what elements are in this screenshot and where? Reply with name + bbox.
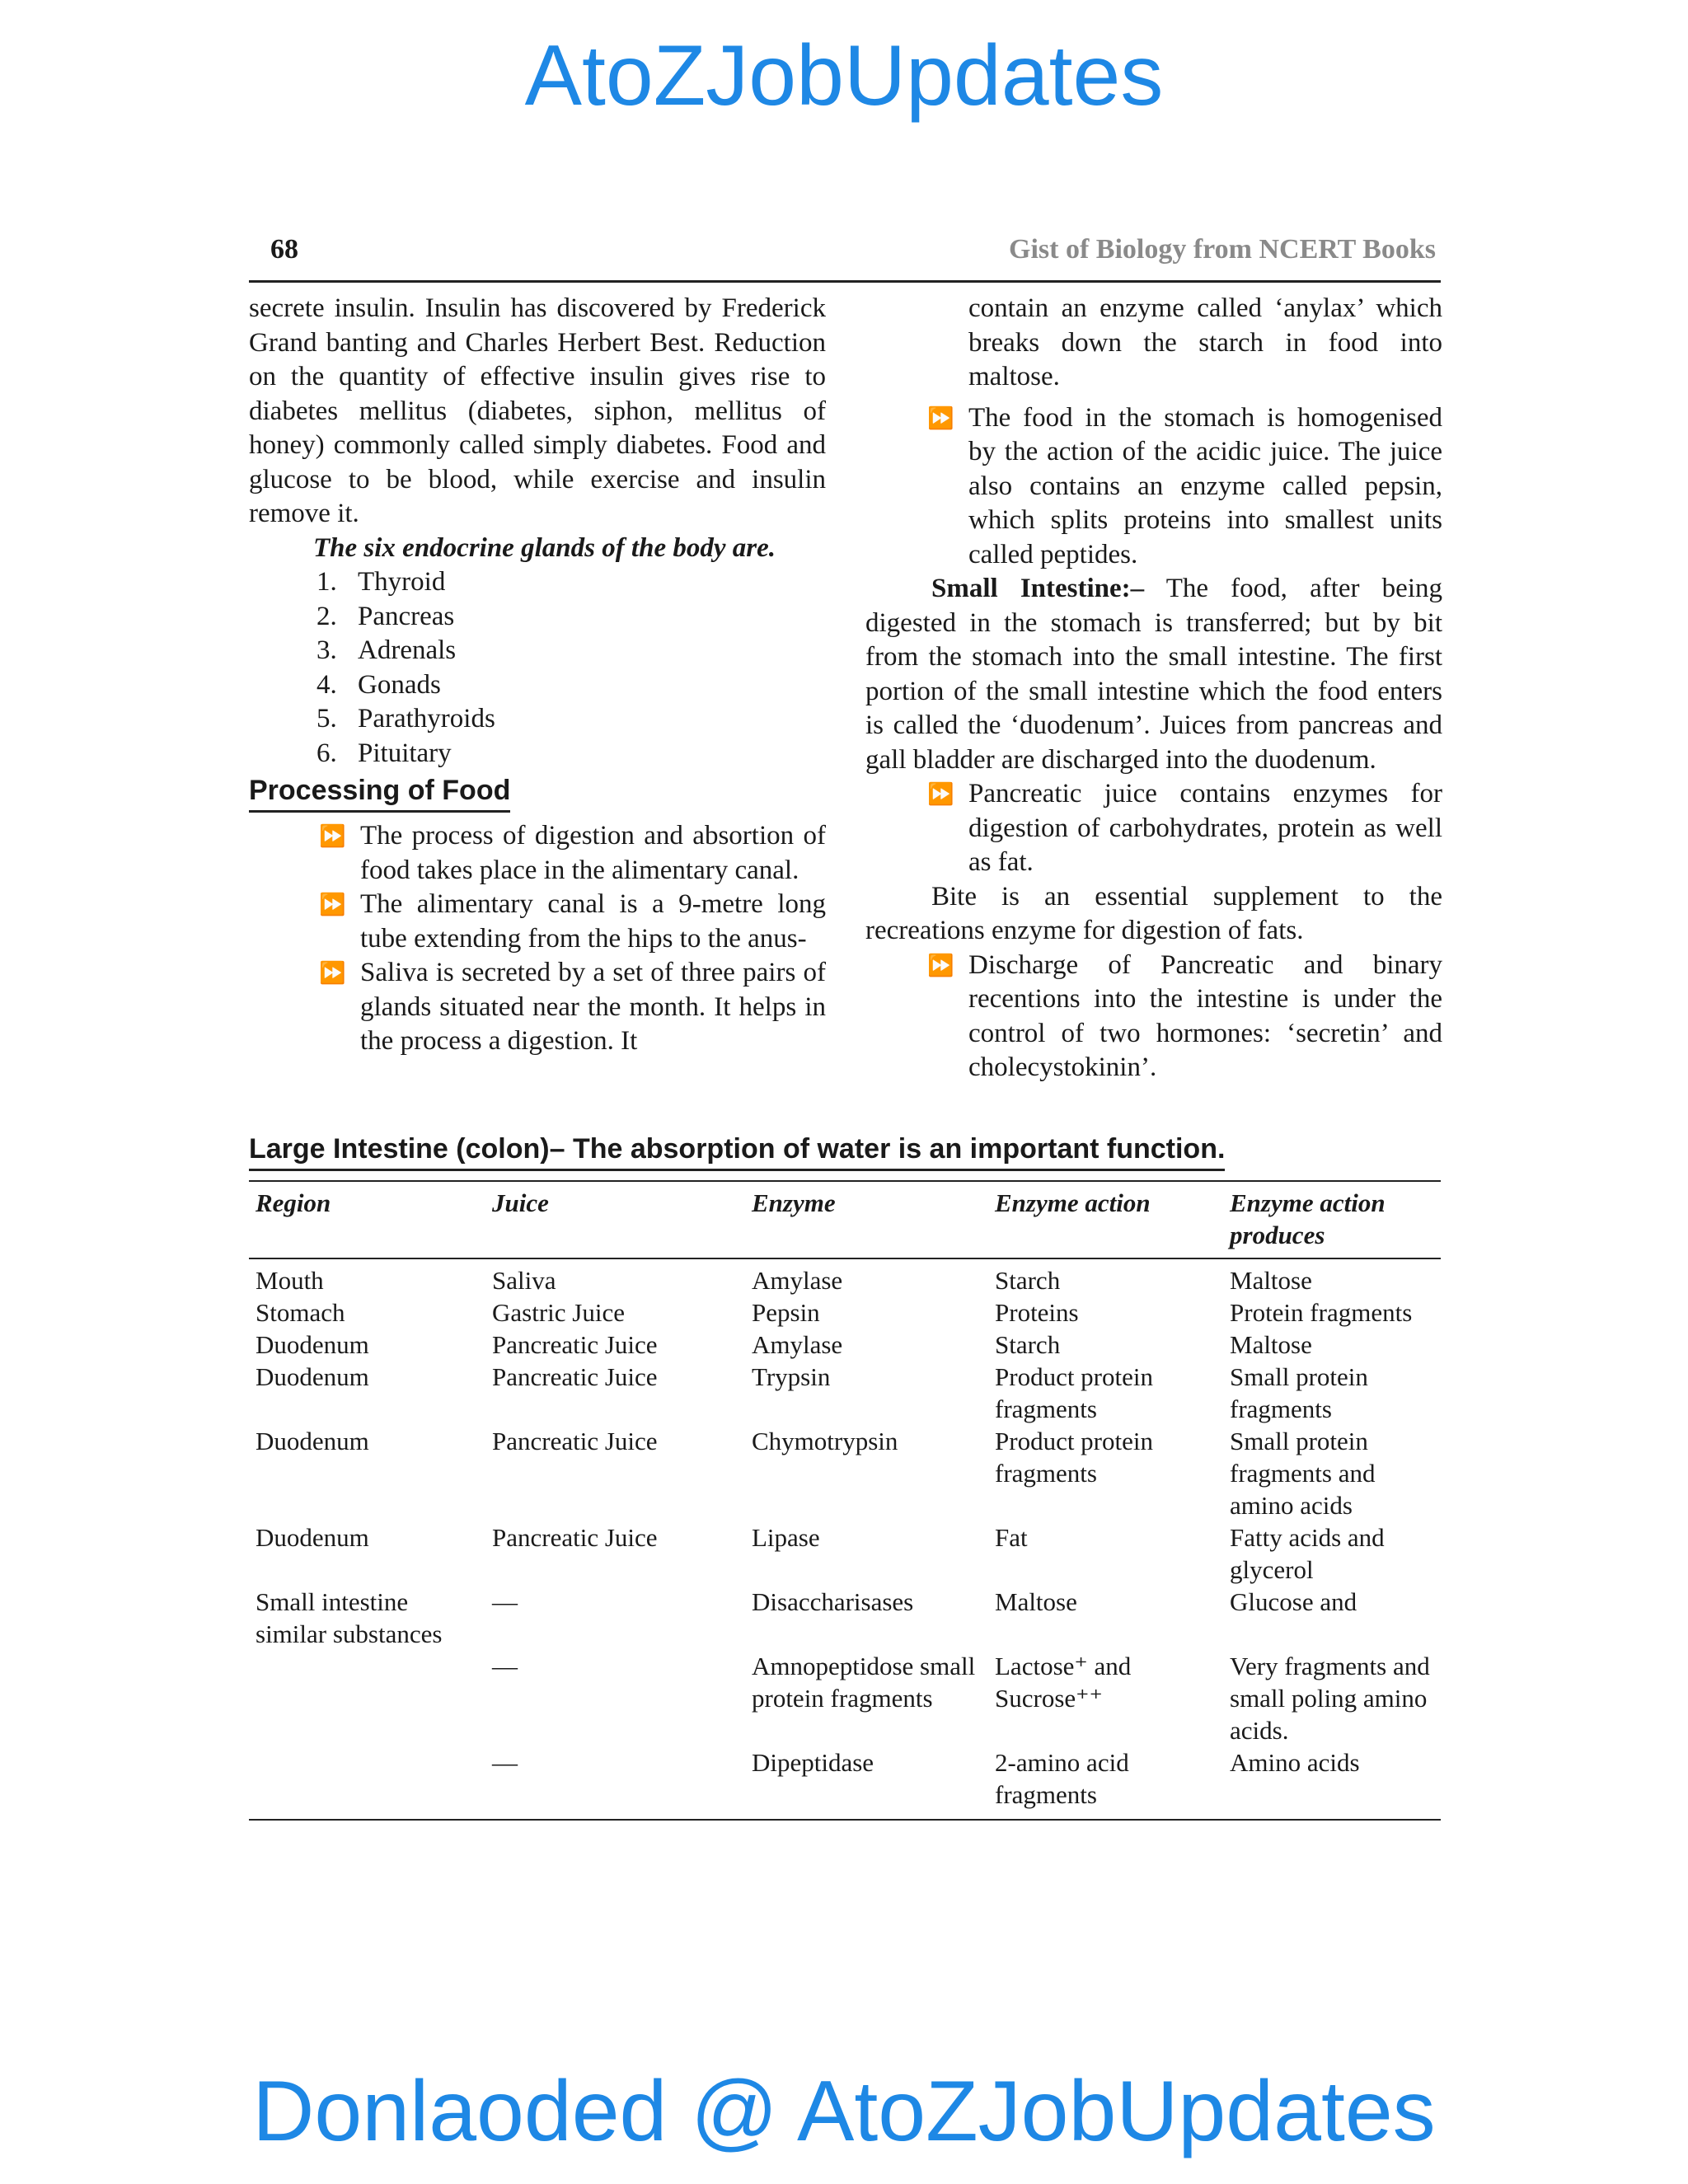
- table-cell: Saliva: [492, 1266, 556, 1295]
- continuation-text: contain an enzyme called ‘anylax’ which breaks down the starch in food into maltose.: [968, 293, 1442, 391]
- intro-paragraph: secrete insulin. Insulin has discovered by Frederick Grand banting and Charles Herbert Best. Reduction on the quantity of effective insulin gives rise to diabetes mellitus (diabetes, siphon, mellitus of honey) commonly called simply diabetes. Food and glucose to be blood, while exercise and insulin remove it.: [249, 293, 826, 528]
- bullet-text: Pancreatic juice contains enzymes for digestion of carbohydrates, protein as well as fat.: [968, 779, 1442, 877]
- table-cell: Duodenum: [256, 1330, 369, 1359]
- gland-name: Parathyroids: [358, 704, 495, 733]
- table-cell: —: [492, 1587, 518, 1616]
- watermark-bottom: Donlaoded @ AtoZJobUpdates: [252, 2064, 1436, 2159]
- table-header-row: [249, 1182, 1441, 1258]
- table-cell: Duodenum: [256, 1523, 369, 1552]
- table-cell: Small intestine similar substances: [256, 1587, 443, 1648]
- column-header-enzyme-action: Enzyme action: [988, 1182, 1223, 1258]
- table-cell: Pancreatic Juice: [492, 1427, 658, 1455]
- bullet-item: [319, 888, 826, 956]
- gland-name: Pancreas: [358, 601, 455, 631]
- gland-name: Thyroid: [358, 567, 446, 597]
- table-cell: —: [492, 1748, 518, 1777]
- table-cell: Pancreatic Juice: [492, 1362, 658, 1391]
- column-header-enzyme: Enzyme: [745, 1182, 988, 1258]
- watermark-top: AtoZJobUpdates: [524, 28, 1164, 124]
- column-header-juice: Juice: [485, 1182, 745, 1258]
- table-cell: Pancreatic Juice: [492, 1523, 658, 1552]
- table-cell: Stomach: [256, 1298, 345, 1327]
- table-cell: Fat: [995, 1523, 1028, 1552]
- bullet-item: [927, 949, 1442, 1085]
- bullet-item: [319, 956, 826, 1059]
- table-cell: Amnopeptidose small protein fragments: [752, 1652, 976, 1713]
- bullet-item: [319, 819, 826, 888]
- right-column: [865, 292, 1442, 1085]
- table-cell: Maltose: [1230, 1330, 1312, 1359]
- bullet-text: Saliva is secreted by a set of three pairs of glands situated near the month. It helps in the process a digestion. It: [360, 958, 826, 1056]
- table-cell: Product protein fragments: [995, 1427, 1153, 1488]
- table-cell: Proteins: [995, 1298, 1079, 1327]
- table-cell: Amylase: [752, 1330, 843, 1359]
- bullet-item: [927, 401, 1442, 573]
- column-header-region: Region: [249, 1182, 485, 1258]
- table-row: [249, 1746, 1441, 1819]
- list-number: 2.: [316, 601, 337, 631]
- page-number: 68: [270, 234, 298, 265]
- table-cell: Gastric Juice: [492, 1298, 625, 1327]
- table-cell: Small protein fragments and amino acids: [1230, 1427, 1376, 1520]
- table-cell: Duodenum: [256, 1427, 369, 1455]
- list-item: [316, 565, 826, 600]
- section-heading-processing-of-food: Processing of Food: [249, 771, 510, 813]
- table-cell: Product protein fragments: [995, 1362, 1153, 1423]
- table-row: [249, 1586, 1441, 1650]
- bite-paragraph: Bite is an essential supplement to the recreations enzyme for digestion of fats.: [865, 881, 1442, 945]
- table-cell: —: [492, 1652, 518, 1680]
- table-cell: Chymotrypsin: [752, 1427, 898, 1455]
- book-title: Gist of Biology from NCERT Books: [1009, 234, 1436, 265]
- glands-heading: The six endocrine glands of the body are.: [313, 532, 776, 563]
- small-intestine-paragraph: [865, 572, 1442, 777]
- list-number: 3.: [316, 635, 337, 665]
- table-cell: Maltose: [995, 1587, 1077, 1616]
- gland-name: Adrenals: [358, 635, 457, 665]
- double-triangle-right-icon: ⏩: [319, 961, 346, 985]
- list-item: [316, 634, 826, 668]
- table-row: [249, 1521, 1441, 1586]
- large-intestine-heading: Large Intestine (colon)– The absorption of water is an important function.: [249, 1129, 1225, 1171]
- column-header-enzyme-action-produces: Enzyme action produces: [1223, 1182, 1441, 1258]
- table-cell: Starch: [995, 1266, 1061, 1295]
- list-item: [316, 702, 826, 737]
- table-cell: Very fragments and small poling amino acids.: [1230, 1652, 1430, 1745]
- table-cell: Starch: [995, 1330, 1061, 1359]
- table-cell: Lipase: [752, 1523, 820, 1552]
- list-number: 6.: [316, 738, 337, 768]
- bullet-item: [927, 777, 1442, 880]
- list-number: 1.: [316, 567, 337, 597]
- table-row: [249, 1425, 1441, 1521]
- list-item: [316, 600, 826, 635]
- small-intestine-lead: Small Intestine:–: [931, 574, 1145, 603]
- double-triangle-right-icon: ⏩: [319, 824, 346, 848]
- bullet-text: The alimentary canal is a 9-metre long tube extending from the hips to the anus-: [360, 889, 826, 954]
- left-column: [249, 292, 826, 1059]
- table-cell: Lactose⁺ and Sucrose⁺⁺: [995, 1652, 1132, 1713]
- table-cell: Fatty acids and glycerol: [1230, 1523, 1385, 1584]
- table-row: [249, 1296, 1441, 1329]
- gland-name: Gonads: [358, 669, 441, 700]
- list-item: [316, 668, 826, 703]
- double-triangle-right-icon: ⏩: [927, 782, 954, 806]
- table-row: [249, 1361, 1441, 1425]
- table-cell: Small protein fragments: [1230, 1362, 1368, 1423]
- table-cell: Glucose and: [1230, 1587, 1357, 1616]
- table-cell: Trypsin: [752, 1362, 831, 1391]
- table-row: [249, 1258, 1441, 1296]
- digestion-table: [249, 1180, 1441, 1821]
- table-cell: 2-amino acid fragments: [995, 1748, 1129, 1809]
- list-number: 4.: [316, 669, 337, 700]
- bullet-text: The process of digestion and absortion of food takes place in the alimentary canal.: [360, 821, 826, 885]
- small-intestine-text: The food, after being digested in the stomach is transferred; but by bit from the stomach into the small intestine. The first portion of the small intestine which the food enters is called the ‘duodenum’. Juices from pancreas and gall bladder are discharged into the duodenum.: [865, 574, 1442, 775]
- page-header: [249, 232, 1441, 283]
- table-cell: [249, 1746, 485, 1819]
- list-number: 5.: [316, 704, 337, 733]
- list-item: [316, 737, 826, 771]
- double-triangle-right-icon: ⏩: [319, 893, 346, 916]
- double-triangle-right-icon: ⏩: [927, 953, 954, 977]
- bullet-text: Discharge of Pancreatic and binary recentions into the intestine is under the control of two hormones: ‘secretin’ and cholecystokinin’.: [968, 949, 1442, 1082]
- table-cell: Mouth: [256, 1266, 324, 1295]
- table-cell: Protein fragments: [1230, 1298, 1413, 1327]
- table-cell: Amylase: [752, 1266, 843, 1295]
- gland-name: Pituitary: [358, 738, 452, 768]
- table-cell: Amino acids: [1230, 1748, 1360, 1777]
- glands-list: [249, 565, 826, 771]
- table-cell: Pancreatic Juice: [492, 1330, 658, 1359]
- table-row: [249, 1650, 1441, 1746]
- table-cell: Dipeptidase: [752, 1748, 874, 1777]
- bullet-text: The food in the stomach is homogenised by the action of the acidic juice. The juice also contains an enzyme called pepsin, which splits proteins into smallest units called peptides.: [968, 402, 1442, 569]
- table-cell: [249, 1650, 485, 1746]
- table-cell: Duodenum: [256, 1362, 369, 1391]
- double-triangle-right-icon: ⏩: [927, 405, 954, 430]
- table-row: [249, 1329, 1441, 1361]
- table-cell: Maltose: [1230, 1266, 1312, 1295]
- table-cell: Pepsin: [752, 1298, 820, 1327]
- table-cell: Disaccharisases: [752, 1587, 914, 1616]
